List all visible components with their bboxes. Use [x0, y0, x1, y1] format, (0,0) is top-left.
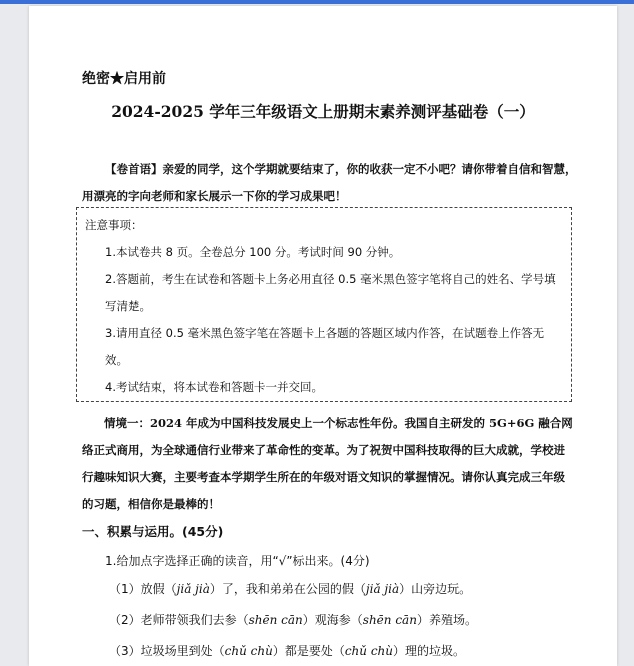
top-accent-bar — [0, 0, 634, 4]
pinyin-options: chǔ chù — [344, 644, 393, 658]
sub-question-3 — [109, 642, 465, 659]
foreword-paragraph: 【卷首语】亲爱的同学，这个学期就要结束了，你的收获一定不小吧？请你带着自信和智慧，用漂亮的字向老师和家长展示一下你的学习成果吧！ — [82, 162, 577, 203]
page-title: 2024-2025 学年三年级语文上册期末素养测评基础卷（一） — [111, 102, 535, 121]
notice-heading: 注意事项： — [85, 218, 143, 232]
pinyin-options: shēn cān — [248, 613, 303, 627]
document-page — [29, 6, 617, 666]
notice-item-text: 3.请用直径 0.5 毫米黑色签字笔在答题卡上各题的答题区域内作答，在试题卷上作答无效。 — [105, 326, 545, 367]
confidential-label: 绝密★启用前 — [82, 71, 166, 87]
notice-item — [85, 374, 571, 401]
pinyin-options: shēn cān — [362, 613, 417, 627]
pinyin-options: jiǎ jià — [176, 582, 210, 596]
pinyin-options: chǔ chù — [224, 644, 273, 658]
sub-question-text: （3）垃圾场里到处（ — [109, 644, 225, 658]
notice-item-text: 1.本试卷共 8 页。全卷总分 100 分。考试时间 90 分钟。 — [105, 245, 401, 259]
sub-question-text: ）观海参（ — [302, 613, 363, 627]
sub-question-2 — [109, 611, 477, 628]
notice-item-text: 4.考试结束，将本试卷和答题卡一并交回。 — [105, 380, 323, 394]
sub-question-text: ）山旁边玩。 — [399, 582, 472, 596]
pinyin-options: jiǎ jià — [365, 582, 400, 596]
sub-question-text: （1）放假（ — [109, 582, 177, 596]
sub-question-text: ）了，我和弟弟在公园的假（ — [209, 582, 366, 596]
sub-question-text: （2）老师带领我们去参（ — [109, 613, 249, 627]
sub-question-text: ）养殖场。 — [416, 613, 477, 627]
notice-item — [85, 239, 571, 266]
notice-item — [85, 320, 571, 374]
scenario-paragraph: 情境一：2024 年成为中国科技发展史上一个标志性年份。我国自主研发的 5G+6G 融合网络正式商用，为全球通信行业带来了革命性的变革。为了祝贺中国科技取得的巨大成就，学校进行趣味知识大赛，主要考查本学期学生所在的年级对语文知识的掌握情况。请你认真完成三年级的习题，相信你是最棒的！ — [82, 416, 573, 511]
notice-box — [76, 207, 572, 402]
notice-item — [85, 266, 571, 320]
question-prompt: 1.给加点字选择正确的读音，用“√”标出来。(4分) — [105, 554, 370, 568]
sub-question-text: ）都是要处（ — [272, 644, 345, 658]
notice-item-text: 2.答题前，考生在试卷和答题卡上务必用直径 0.5 毫米黑色签字笔将自己的姓名、学号填写清楚。 — [105, 272, 556, 313]
section-heading: 一、积累与运用。(45分) — [82, 524, 224, 539]
sub-question-text: ）理的垃圾。 — [393, 644, 466, 658]
sub-question-1 — [109, 580, 471, 597]
